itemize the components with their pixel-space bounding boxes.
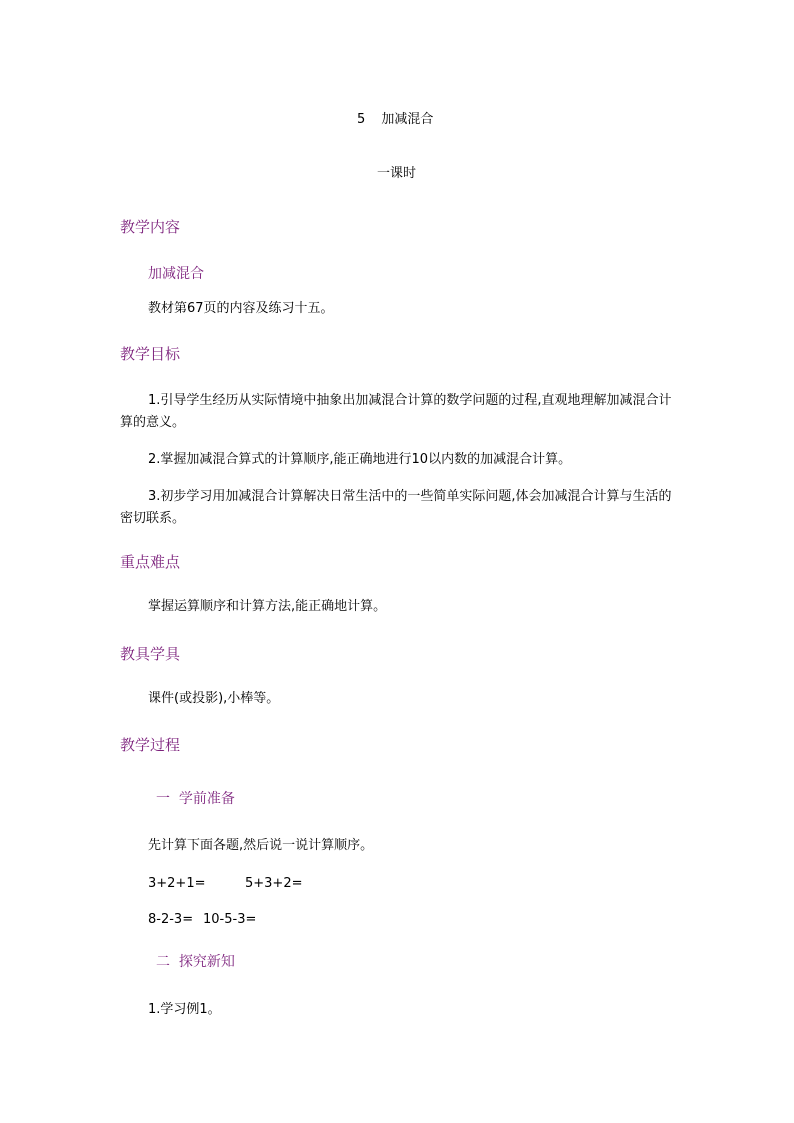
heading-tools: 教具学具 [120, 645, 181, 663]
part1-heading: 一 学前准备 [156, 791, 235, 807]
heading-content: 教学内容 [120, 218, 181, 236]
objective-item-1: 1.引导学生经历从实际情境中抽象出加减混合计算的数学问题的过程,直观地理解加减混合计算的意义。 [120, 393, 672, 430]
title-number: 5 [357, 112, 366, 127]
exercise-item: 5+3+2= [245, 876, 303, 891]
exercise-item: 3+2+1= [148, 876, 206, 891]
tools-text: 课件(或投影),小棒等。 [148, 691, 280, 706]
part2-step-1: 1.学习例1。 [148, 1002, 221, 1017]
content-topic: 加减混合 [148, 266, 204, 282]
heading-key-points: 重点难点 [120, 553, 181, 571]
title-text: 加减混合 [381, 112, 434, 127]
exercise-item: 8-2-3= [148, 912, 194, 927]
exercise-item: 10-5-3= [203, 912, 257, 927]
heading-objectives: 教学目标 [120, 345, 181, 363]
part2-heading: 二 探究新知 [156, 954, 235, 970]
objective-item-2: 2.掌握加减混合算式的计算顺序,能正确地进行10以内数的加减混合计算。 [148, 452, 572, 467]
page-title [357, 108, 433, 127]
lesson-subtitle: 一课时 [377, 166, 417, 181]
key-points-text: 掌握运算顺序和计算方法,能正确地计算。 [148, 599, 387, 614]
heading-process: 教学过程 [120, 736, 181, 754]
objective-item-3: 3.初步学习用加减混合计算解决日常生活中的一些简单实际问题,体会加减混合计算与生活的密切联系。 [120, 489, 672, 526]
content-text: 教材第67页的内容及练习十五。 [148, 301, 334, 316]
part1-instruction: 先计算下面各题,然后说一说计算顺序。 [148, 838, 374, 853]
